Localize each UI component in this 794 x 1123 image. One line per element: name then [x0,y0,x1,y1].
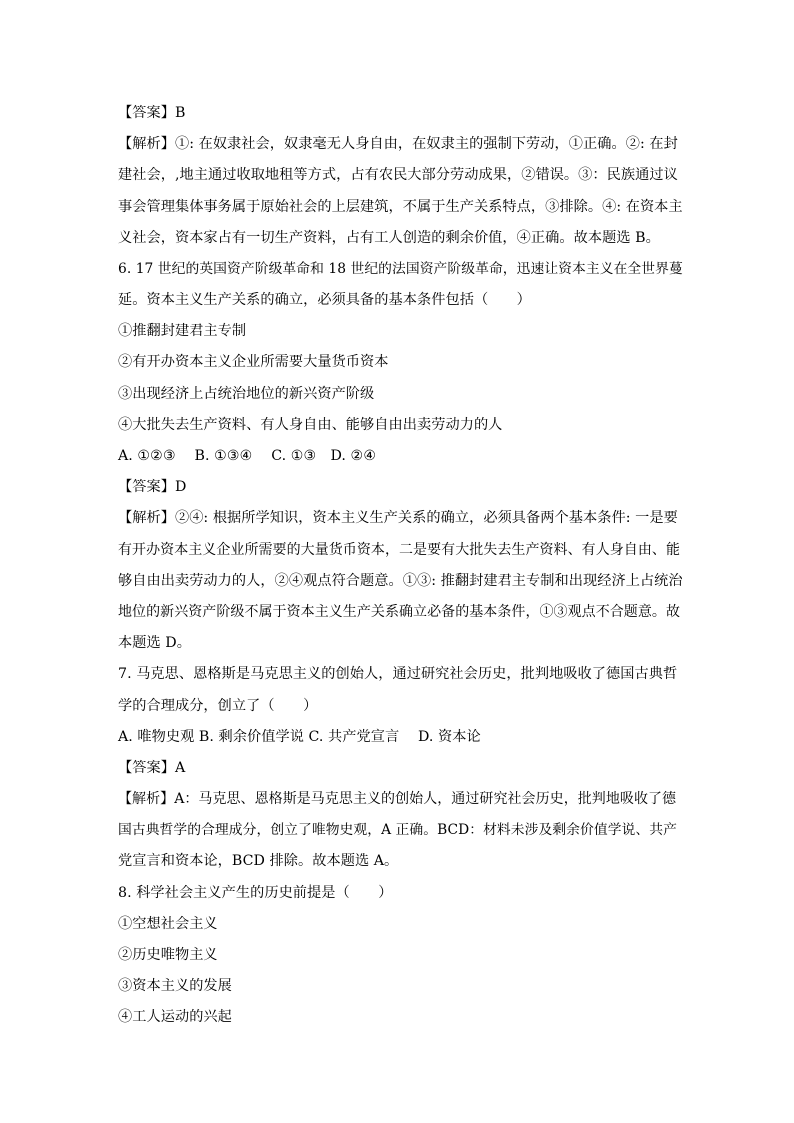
analysis-q6-line-2: 有开办资本主义企业所需要的大量货币资本，二是要有大批失去生产资料、有人身自由、能 [118,542,680,558]
question-8-item-3: ③资本主义的发展 [118,978,232,994]
question-8-item-2: ②历史唯物主义 [118,947,218,963]
question-6-item-2: ②有开办资本主义企业所需要大量货币资本 [118,354,389,370]
analysis-q6-line-1: 【解析】②④: 根据所学知识，资本主义生产关系的确立，必须具备两个基本条件: 一是要 [118,510,678,526]
analysis-q6-line-4: 地位的新兴资产阶级不属于资本主义生产关系确立必备的基本条件，①③观点不合题意。故 [118,604,680,620]
analysis-q5-line-4: 义社会，资本家占有一切生产资料，占有工人创造的剩余价值，④正确。故本题选 B。 [118,230,660,246]
question-6-item-4: ④大批失去生产资料、有人身自由、能够自由出卖劳动力的人 [118,417,503,433]
analysis-q7-line-1: 【解析】A：马克思、恩格斯是马克思主义的创始人，通过研究社会历史，批判地吸收了德 [118,791,677,807]
question-7-stem-line-1: 7. 马克思、恩格斯是马克思主义的创始人，通过研究社会历史，批判地吸收了德国古典哲 [118,666,678,682]
answer-label-q5: 【答案】B [118,105,186,121]
question-6-item-1: ①推翻封建君主专制 [118,323,247,339]
question-8-stem: 8. 科学社会主义产生的历史前提是（ ） [118,885,393,901]
analysis-q5-line-2: 建社会，,地主通过收取地租等方式，占有农民大部分劳动成果，②错误。③：民族通过议 [118,167,678,183]
question-6-stem-line-2: 延。资本主义生产关系的确立，必须具备的基本条件包括（ ） [118,292,531,308]
answer-label-q6: 【答案】D [118,479,187,495]
question-7-options: A. 唯物史观 B. 剩余价值学说 C. 共产党宣言 D. 资本论 [118,729,481,745]
analysis-q5-line-1: 【解析】①: 在奴隶社会，奴隶毫无人身自由，在奴隶主的强制下劳动，①正确。②: 在封 [118,136,678,152]
question-7-stem-line-2: 学的合理成分，创立了（ ） [118,698,318,714]
question-6-options: A. ①②③ B. ①③④ C. ①③ D. ②④ [118,448,377,464]
analysis-q5-line-3: 事会管理集体事务属于原始社会的上层建筑，不属于生产关系特点，③排除。④: 在资本主 [118,199,683,215]
question-8-item-4: ④工人运动的兴起 [118,1009,232,1025]
answer-label-q7: 【答案】A [118,760,186,776]
analysis-q7-line-3: 党宣言和资本论，BCD 排除。故本题选 A。 [118,853,399,869]
question-6-stem-line-1: 6. 17 世纪的英国资产阶级革命和 18 世纪的法国资产阶级革命，迅速让资本主义在全世界蔓 [118,261,683,277]
analysis-q6-line-3: 够自由出卖劳动力的人，②④观点符合题意。①③: 推翻封建君主专制和出现经济上占统治 [118,573,683,589]
question-6-item-3: ③出现经济上占统治地位的新兴资产阶级 [118,386,375,402]
question-8-item-1: ①空想社会主义 [118,916,218,932]
analysis-q6-line-5: 本题选 D。 [118,635,191,651]
analysis-q7-line-2: 国古典哲学的合理成分，创立了唯物史观，A 正确。BCD：材料未涉及剩余价值学说、共产 [118,822,677,838]
